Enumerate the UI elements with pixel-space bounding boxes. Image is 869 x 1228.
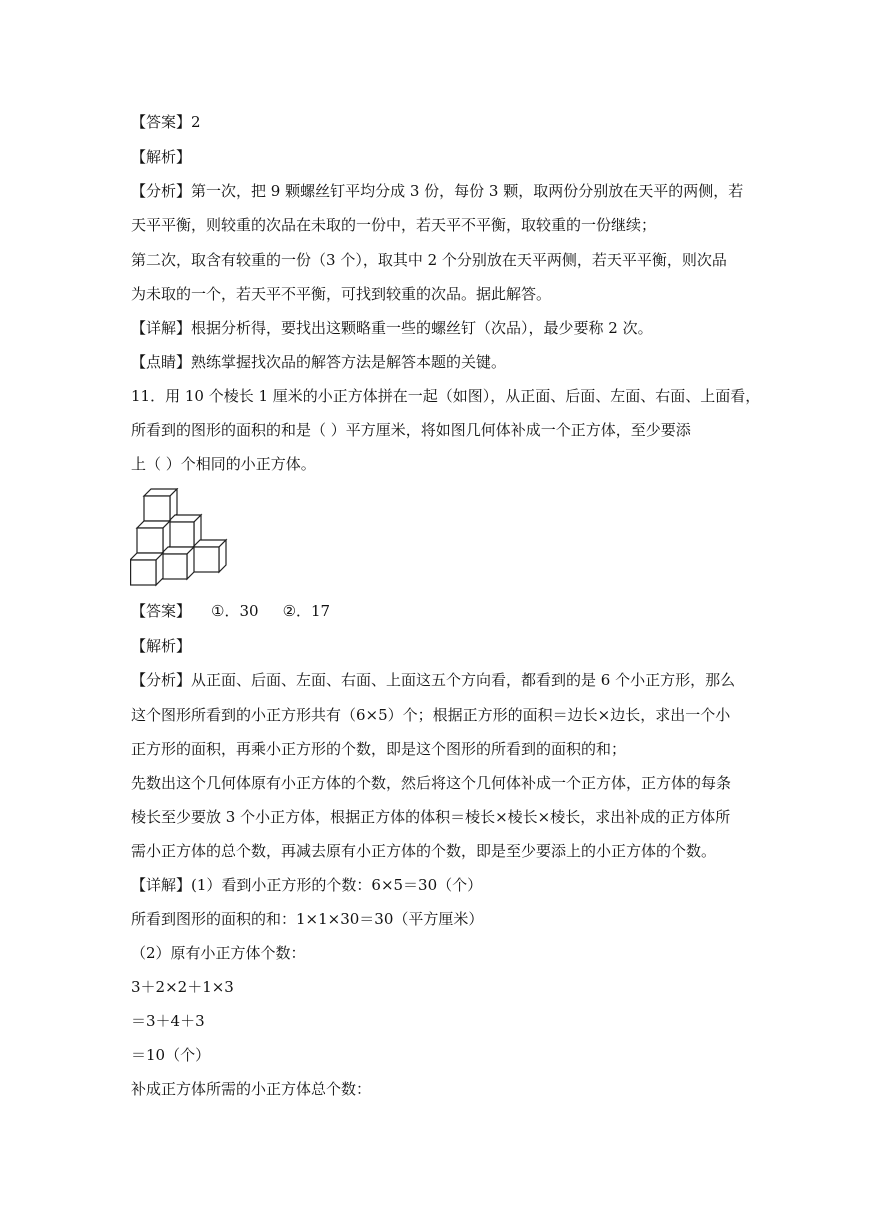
q11-answer-row	[131, 601, 330, 621]
cube-front-face	[131, 560, 156, 585]
q11-answer-2: ②．17	[282, 602, 331, 620]
q11-answer-label: 【答案】	[131, 602, 192, 620]
cube-front-face	[144, 496, 170, 521]
q10-analysis-line-1: 【分析】第一次，把 9 颗螺丝钉平均分成 3 份，每份 3 颗，取两份分别放在天平的两侧，若	[131, 182, 744, 200]
q11-question-line-2: 所看到的图形的面积的和是（ ）平方厘米，将如图几何体补成一个正方体，至少要添	[131, 421, 691, 439]
q11-analysis-line-4: 先数出这个几何体原有小正方体的个数，然后将这个几何体补成一个正方体，正方体的每条	[131, 774, 732, 792]
q11-detail-line-2: 所看到图形的面积的和：1×1×30＝30（平方厘米）	[131, 910, 484, 928]
q11-analysis-line-6: 需小正方体的总个数，再减去原有小正方体的个数，即是至少要添上的小正方体的个数。	[131, 842, 717, 860]
cube-front-face	[168, 522, 194, 547]
q11-question-line-3: 上（ ）个相同的小正方体。	[131, 455, 316, 473]
q11-analysis-line-2: 这个图形所看到的小正方形共有（6×5）个；根据正方形的面积＝边长×边长，求出一个小	[131, 706, 731, 724]
q11-analysis-line-3: 正方形的面积，再乘小正方形的个数，即是这个图形的所看到的面积的和；	[131, 740, 627, 758]
q11-detail-line-4: 3＋2×2＋1×3	[131, 978, 234, 996]
q10-comment: 【点睛】熟练掌握找次品的解答方法是解答本题的关键。	[131, 353, 507, 371]
cube-front-face	[161, 554, 187, 579]
q10-analysis-line-4: 为未取的一个，若天平不平衡，可找到较重的次品。据此解答。	[131, 285, 552, 303]
cube-front-face	[193, 547, 219, 572]
q11-question-line-1: 11．用 10 个棱长 1 厘米的小正方体拼在一起（如图），从正面、后面、左面、右面、上面看，	[131, 387, 761, 405]
q11-analysis-line-1: 【分析】从正面、后面、左面、右面、上面这五个方向看，都看到的是 6 个小正方形，那么	[131, 671, 736, 689]
q11-analysis-line-5: 棱长至少要放 3 个小正方体，根据正方体的体积＝棱长×棱长×棱长，求出补成的正方体所	[131, 808, 731, 826]
q11-detail-line-7: 补成正方体所需的小正方体总个数：	[131, 1080, 372, 1098]
q11-detail-line-6: ＝10（个）	[131, 1046, 211, 1064]
q10-analysis-line-3: 第二次，取含有较重的一份（3 个），取其中 2 个分别放在天平两侧，若天平平衡，则次品	[131, 251, 727, 269]
q10-answer: 【答案】2	[131, 113, 201, 131]
q11-detail-line-1: 【详解】(1）看到小正方形的个数：6×5＝30（个）	[131, 876, 483, 894]
q11-detail-line-5: ＝3＋4＋3	[131, 1012, 205, 1030]
q11-analysis-label: 【解析】	[131, 637, 192, 655]
q10-detail: 【详解】根据分析得，要找出这颗略重一些的螺丝钉（次品），最少要称 2 次。	[131, 319, 653, 337]
stacked-cubes-figure	[130, 488, 230, 588]
q10-analysis-line-2: 天平平衡，则较重的次品在未取的一份中，若天平不平衡，取较重的一份继续；	[131, 216, 657, 234]
q11-answer-1: ①．30	[211, 602, 259, 620]
q11-detail-line-3: （2）原有小正方体个数：	[131, 944, 306, 962]
cube-front-face	[137, 528, 163, 553]
q10-analysis-label: 【解析】	[131, 148, 192, 166]
